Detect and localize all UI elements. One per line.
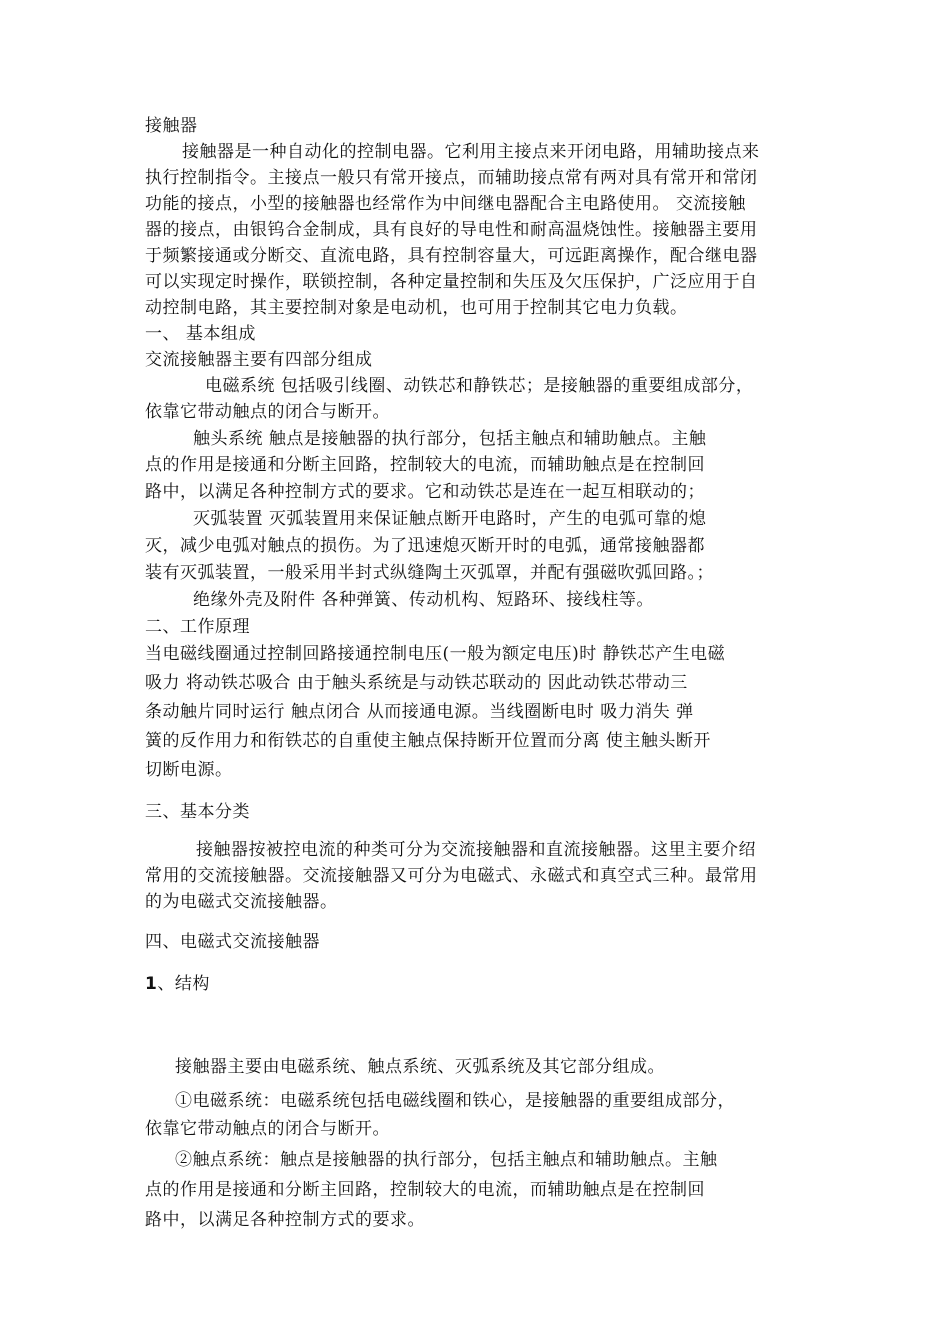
section2-line-4: 簧的反作用力和衔铁芯的自重使主触点保持断开位置而分离 使主触头断开 xyxy=(145,731,711,751)
section4-line-4: ②触点系统：触点是接触器的执行部分，包括主触点和辅助触点。主触 xyxy=(175,1150,718,1170)
section2-heading: 二、工作原理 xyxy=(145,617,250,637)
intro-line-1: 接触器是一种自动化的控制电器。它利用主接点来开闭电路，用辅助接点来 xyxy=(182,142,760,162)
section1-line-4: 点的作用是接通和分断主回路，控制较大的电流，而辅助触点是在控制回 xyxy=(145,455,705,475)
intro-line-3: 功能的接点，小型的接触器也经常作为中间继电器配合主电路使用。 交流接触 xyxy=(145,194,746,214)
section1-line-9: 绝缘外壳及附件 各种弹簧、传动机构、短路环、接线柱等。 xyxy=(193,590,654,610)
subheading-text: 、结构 xyxy=(157,974,210,994)
section1-line-7: 灭，减少电弧对触点的损伤。为了迅速熄灭断开时的电弧，通常接触器都 xyxy=(145,536,705,556)
intro-line-7: 动控制电路，其主要控制对象是电动机，也可用于控制其它电力负载。 xyxy=(145,298,688,318)
section1-line-8: 装有灭弧装置，一般采用半封式纵缝陶土灭弧罩，并配有强磁吹弧回路。； xyxy=(145,563,714,583)
section1-line-1: 电磁系统 包括吸引线圈、动铁芯和静铁芯；是接触器的重要组成部分， xyxy=(205,376,754,396)
section2-line-1: 当电磁线圈通过控制回路接通控制电压(一般为额定电压)时 静铁芯产生电磁 xyxy=(145,644,726,664)
section3-heading: 三、基本分类 xyxy=(145,802,250,822)
intro-line-5: 于频繁接通或分断交、直流电路，具有控制容量大，可远距离操作，配合继电器 xyxy=(145,246,758,266)
section1-heading: 一、 基本组成 xyxy=(145,324,256,344)
section1-line-6: 灭弧装置 灭弧装置用来保证触点断开电路时，产生的电弧可靠的熄 xyxy=(193,509,707,529)
section4-line-3: 依靠它带动触点的闭合与断开。 xyxy=(145,1119,390,1139)
section1-line-3: 触头系统 触点是接触器的执行部分，包括主触点和辅助触点。主触 xyxy=(193,429,707,449)
section3-line-2: 常用的交流接触器。交流接触器又可分为电磁式、永磁式和真空式三种。最常用 xyxy=(145,866,758,886)
intro-line-4: 器的接点，由银钨合金制成，具有良好的导电性和耐高温烧蚀性。接触器主要用 xyxy=(145,220,758,240)
section3-line-1: 接触器按被控电流的种类可分为交流接触器和直流接触器。这里主要介绍 xyxy=(196,840,756,860)
section1-lead: 交流接触器主要有四部分组成 xyxy=(145,350,373,370)
doc-title: 接触器 xyxy=(145,116,198,136)
section2-line-3: 条动触片同时运行 触点闭合 从而接通电源。当线圈断电时 吸力消失 弹 xyxy=(145,702,694,722)
section4-line-2: ①电磁系统：电磁系统包括电磁线圈和铁心，是接触器的重要组成部分， xyxy=(175,1091,735,1111)
section2-line-5: 切断电源。 xyxy=(145,760,233,780)
section4-subheading xyxy=(145,972,210,996)
section2-line-2: 吸力 将动铁芯吸合 由于触头系统是与动铁芯联动的 因此动铁芯带动三 xyxy=(145,673,688,693)
section4-line-1: 接触器主要由电磁系统、触点系统、灭弧系统及其它部分组成。 xyxy=(175,1057,665,1077)
section4-heading: 四、电磁式交流接触器 xyxy=(145,932,320,952)
section4-line-6: 路中，以满足各种控制方式的要求。 xyxy=(145,1210,425,1230)
section1-line-5: 路中，以满足各种控制方式的要求。它和动铁芯是连在一起互相联动的； xyxy=(145,482,705,502)
intro-line-6: 可以实现定时操作，联锁控制，各种定量控制和失压及欠压保护，广泛应用于自 xyxy=(145,272,758,292)
section4-line-5: 点的作用是接通和分断主回路，控制较大的电流，而辅助触点是在控制回 xyxy=(145,1180,705,1200)
section3-line-3: 的为电磁式交流接触器。 xyxy=(145,892,338,912)
intro-line-2: 执行控制指令。主接点一般只有常开接点，而辅助接点常有两对具有常开和常闭 xyxy=(145,168,758,188)
section1-line-2: 依靠它带动触点的闭合与断开。 xyxy=(145,402,390,422)
subheading-number: 1 xyxy=(145,974,158,994)
